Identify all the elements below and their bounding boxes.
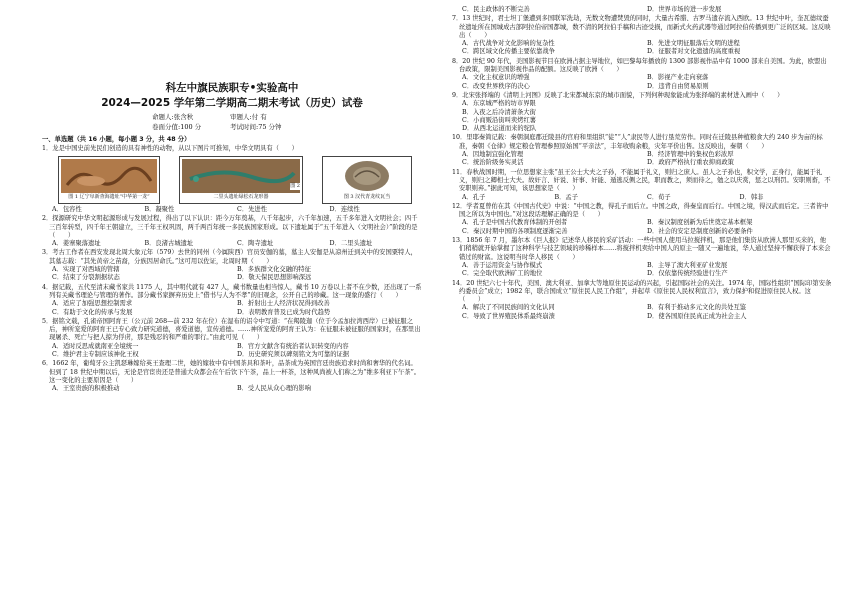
option: A．包容性 — [52, 205, 82, 213]
question-text: 2．探源研究中华文明起源形成与发展过程，得出了以下认识：距今万年奠基，八千年起步，六千年加速，五千多年进入文明社会；四千三百年转型，四千年王朝建立，三千年王权巩固，两千两百年统一多民族国家形成。以下遗址属于“五千年进入（文明社会）”阶段的是（ ） — [42, 215, 418, 239]
options — [42, 300, 422, 317]
question — [42, 360, 422, 393]
question-text: 12．学者夏曾佑在其《中国古代史》中说：“中国之教，得孔子而后立。中国之政，得秦皇而后行。中国之境，得汉武而后定。三者皆中国之所以为中国也。”对这段话理解正确的是（ ） — [452, 202, 829, 219]
option: A．姜寨聚落遗址 — [52, 240, 101, 248]
school-title: 科左中旗民族职专•实验高中 — [165, 82, 299, 94]
option: C．维护君主专制应该神化王权 — [52, 350, 139, 358]
option: C．民主政体的不断完善 — [462, 6, 530, 13]
options — [452, 74, 832, 91]
image-tag-2: 图 2 — [290, 183, 300, 190]
option: B．多族群文化交融的特征 — [237, 266, 311, 274]
question — [42, 215, 422, 248]
option: B．有利于推动多元文化的共处互鉴 — [647, 304, 747, 312]
option: A．善于运用资金与协作模式 — [462, 261, 543, 269]
option: D．征服者对文化遗遗的高度重视 — [647, 48, 741, 56]
option: C．完全取代欧洲矿工的地位 — [462, 270, 543, 278]
exam-meta — [42, 113, 422, 133]
option: B．主导了澳大利亚矿业发展 — [647, 261, 728, 269]
option: B．折射出士人经济状况得到改善 — [237, 300, 330, 308]
question-text: 11．春秋战国时期，一位思想家主张“虽王公士大夫之子孙，不能属于礼义，则归之庶人。虽人之子孙也，积文学，正身行，能属于礼义，则归之卿相士大夫。故奸言、奸说、奸事、奸能、遁逃反侧之民，职而教之，须而待之，勉之以庆赏，惩之以刑罚。安职则畜，不安职则弃。”据此可知，该思想家是（ ） — [452, 168, 831, 193]
time: 考试时间:75 分钟 — [230, 123, 282, 131]
options — [452, 219, 832, 236]
option: B．入夜之后冷清萧条大街 — [462, 108, 536, 116]
reviewer: 审题人:付 有 — [230, 113, 267, 122]
option: A．适时反思成就南亚全境统一 — [52, 342, 139, 350]
options — [42, 385, 422, 393]
image-2 — [179, 156, 303, 204]
option: D．敬天保民思想影响深远 — [237, 274, 312, 282]
exam-title: 2024—2025 学年第二学期高二期末考试（历史）试卷 — [101, 97, 363, 110]
option: A．古代战争对文化影响的复杂性 — [462, 40, 555, 48]
image-caption-3: 图 3 汉代青龙纹瓦当 — [343, 194, 391, 201]
options — [452, 100, 832, 133]
option: D．历史研究须以碑刻铭文为可靠的证据 — [237, 350, 350, 358]
option: D．韩非 — [739, 193, 764, 201]
option: C．小商贩沿街叫卖烤红薯 — [462, 116, 537, 124]
option: A．解决了不同民族间的文化认同 — [462, 304, 555, 312]
option: A．东京城严格的坊市界限 — [462, 100, 536, 108]
options — [452, 262, 832, 279]
option: A．实现了对西域的管辖 — [52, 266, 120, 274]
option: C．统治阶级务实灵活 — [462, 159, 524, 167]
question — [452, 92, 832, 133]
top-spacer — [42, 0, 422, 82]
option: B．秦汉制度创新为后世奠定基本框架 — [647, 219, 753, 227]
option: B．凝聚性 — [144, 205, 175, 213]
question-text: 6．1662 年，葡萄牙公主凯瑟琳嫁给英王查理二世，她的嫁妆中有中国茶具和茶叶，品茶成为英国宫廷贵族追求时尚和奢华的代名词。但到了 18 世纪中期以后，无论是官宦贵还是普通大众都会在午后饮下午茶，品上一杯茶，这种风尚被人们称之为“维多利亚下午茶”。这一变化的主要原因是（ ） — [42, 360, 421, 384]
question — [452, 6, 832, 14]
score: 卷面分值:100 分 — [152, 123, 202, 131]
left-questions — [42, 145, 422, 393]
question-text: 7．13 世纪时，君士坦丁堡遭到多国联军洗劫，无数文物遭焚毁的同时，大量古希腊、古罗马遗存流入西欧。13 世纪中叶，奎瓦德纹蚕丝遗址所在国城成古部阿拉伯帝国都城，数不清的阿拉伯手稿和古迹受损，而新式火药武器等通过阿拉伯传播到更广泛的区域。这反映出（ ） — [452, 15, 831, 39]
option: B．先进文明征服落后文明的进程 — [647, 40, 740, 48]
image-caption-2: 二里头遗址绿松石龙形器 — [213, 194, 269, 201]
question-text: 5．据铭文载，孔雀帝国阿育王（公元前 268—前 232 年在位）在湿布的诏令中写道：“在羯陵迦（位于今孟加拉湾西岸）已被征服之后，神所宠爱的阿育王已专心致力研究道德，喜爱道德，宣传道德。……神所宠爱的阿育王认为：在征服未被征服的国家时，在那里出现屠杀、死亡与把人掠为俘虏，那是残忍的和严重的罪行。”由此可见（ ） — [42, 317, 421, 342]
option: D．二里头遗址 — [329, 240, 373, 248]
options — [42, 343, 422, 360]
question-text: 4．据记载，五代至清末藏书家共 1175 人，其中明代就有 427 人，藏书数量也相当惊人，藏书 10 万卷以上者不在少数，还出现了一系列有关藏书理论与管理的著作。部分藏书家摒弃历史上“借书与人为不孝”的旧观念，公开自己的珍藏。这一现象的盛行（ ） — [42, 283, 422, 299]
options — [42, 266, 422, 283]
option: D．违背自由贸易原则 — [647, 82, 709, 90]
option: B．良渚古城遗址 — [144, 240, 194, 248]
right-column — [452, 6, 832, 321]
turquoise-dragon-image — [182, 159, 300, 193]
option: A．适应了加强思想控制需求 — [52, 300, 133, 308]
option: D．表明教育普及已成为时代趋势 — [237, 308, 331, 316]
option: D．政府严格执行重农抑商政策 — [647, 159, 734, 167]
option: A．王室贵族的积极推动 — [52, 385, 120, 393]
option: A．文化主权意识的增强 — [462, 74, 530, 82]
option: B．经济管理中的集权色彩浓厚 — [647, 151, 734, 159]
question — [452, 58, 832, 91]
option: B．官方文献含有统治者认识转变的内容 — [237, 342, 349, 350]
option: B．影视产业走向衰落 — [647, 74, 709, 82]
option: D．从西北运道而来的驼队 — [462, 125, 537, 133]
question — [452, 203, 832, 236]
option: A．孔子是中国古代教育体制的开创者 — [462, 219, 568, 227]
option: C．荀子 — [647, 193, 671, 201]
question-text: 10．里耶秦简记载：秦朝洞庭郡迁陵县的官府和里组织“徒”“人”隶民等人进行垦荒劳作。同时在迁陵县种植粮食大约 240 步为亩的标准，秦朝《仓律》规定粮仓管理参照原始国“平亲法”，丰年收购余粮，灾年平价出售。这反映出，秦朝（ ） — [452, 134, 823, 150]
section-heading: 一、单选题（共 16 小题，每小题 3 分，共 48 分） — [42, 135, 191, 143]
options — [42, 240, 422, 248]
options — [452, 304, 832, 321]
dragon-stone-image — [61, 159, 157, 193]
options — [452, 40, 832, 57]
question — [42, 318, 422, 359]
option: B．孟子 — [554, 193, 579, 201]
question — [452, 15, 832, 56]
option: C．改变世界秩序的决心 — [462, 82, 530, 90]
option: D．世界市场的进一步发展 — [647, 6, 722, 13]
question — [452, 280, 832, 321]
option: D．社会的安定是制度创新的必要条件 — [647, 227, 753, 235]
question-text: 1．龙是中国史前先民们创造的具有神性的动物，从以下图片可推知，中华文明具有（ ） — [42, 145, 298, 153]
option: D．仅依靠传统经验进行生产 — [647, 270, 728, 278]
question — [42, 249, 422, 282]
question-text: 13．1856 年 7 月，墨尔本《巨人报》记述华人移民的采矿活动：一些中国人使用马拉搅拌机，那是他们集资从欧洲人那里买来的，他们稍稍就开始掌握了这种科学与技艺领域的珍稀样本……将搅拌机卖给中国人的原主一随又一遍地说，华人通过坚持不懈获得了本来会错过的财富。这说明当时华人移民（ ） — [452, 237, 831, 261]
question — [452, 134, 832, 167]
options — [452, 6, 832, 14]
question-text: 8．20 世纪 90 年代，美国影视节目在欧洲占据主导地位，如巴黎每年播放的 1300 部影视作品中有 1000 部来自美国。为此，欧盟出台政策，限制美国影视作品的配额。这反映了欧洲（ ） — [452, 57, 827, 74]
option: C．先进性 — [237, 205, 268, 213]
option: C．秦汉时期中国的各项制度逐渐完善 — [462, 227, 568, 235]
question — [42, 145, 422, 214]
option: B．受人民从众心理的影响 — [237, 385, 311, 393]
tile-end-image — [325, 159, 409, 193]
question — [452, 237, 832, 278]
author: 命题人:张含秋 — [152, 113, 194, 122]
image-3 — [322, 156, 412, 204]
options — [452, 151, 832, 168]
question-images — [58, 156, 412, 204]
question-text: 9．北宋张择端的《清明上河图》反映了北宋都城东京的城市面貌，下列何种现象能成为张择端的素材进入画中（ ） — [452, 91, 784, 99]
option: C．导致了世界殖民体系最终崩溃 — [462, 312, 555, 320]
option: A．因地制宜强化管理 — [462, 151, 524, 159]
options — [42, 206, 422, 214]
option: C．跨区域文化传播主要依靠战争 — [462, 48, 555, 56]
question-text: 3．考古工作者在西安发现北周大象元年（579）去世的同州（今属陕西）官员安伽的墓，墓主人安伽是从凉州迁到关中的安国粟特人，其墓志载：“其先黄帝之苗裔，分族因居命氏。”这可用以佐证，北周时期（ ） — [42, 249, 417, 265]
question — [452, 169, 832, 202]
question — [42, 284, 422, 317]
right-questions — [452, 6, 832, 321]
option: A．孔子 — [462, 193, 486, 201]
options — [452, 194, 832, 202]
question-text: 14．20 世纪六七十年代，美国、澳大利亚、加拿大等地原住民运动的兴起，引起国际社会的关注。1974 年，国际性组织“国际印第安条约委员会”成立；1982 年，联合国成立“原住民人民工作组”，并起草《原住民人民权利宣言》，致力保护和促进原住民人权。这（ ） — [452, 279, 832, 304]
image-caption-1: 图 1 辽宁阜新查海遗址“中华第一龙” — [68, 194, 150, 201]
left-column — [42, 0, 422, 393]
option: D．连续性 — [329, 205, 360, 213]
image-1 — [58, 156, 160, 204]
option: C．结束了分裂割据状态 — [52, 274, 120, 282]
option: C．陶寺遗址 — [237, 240, 274, 248]
option: D．使各国原住民真正成为社会主人 — [647, 312, 747, 320]
option: C．有助于文化的传承与发展 — [52, 308, 133, 316]
